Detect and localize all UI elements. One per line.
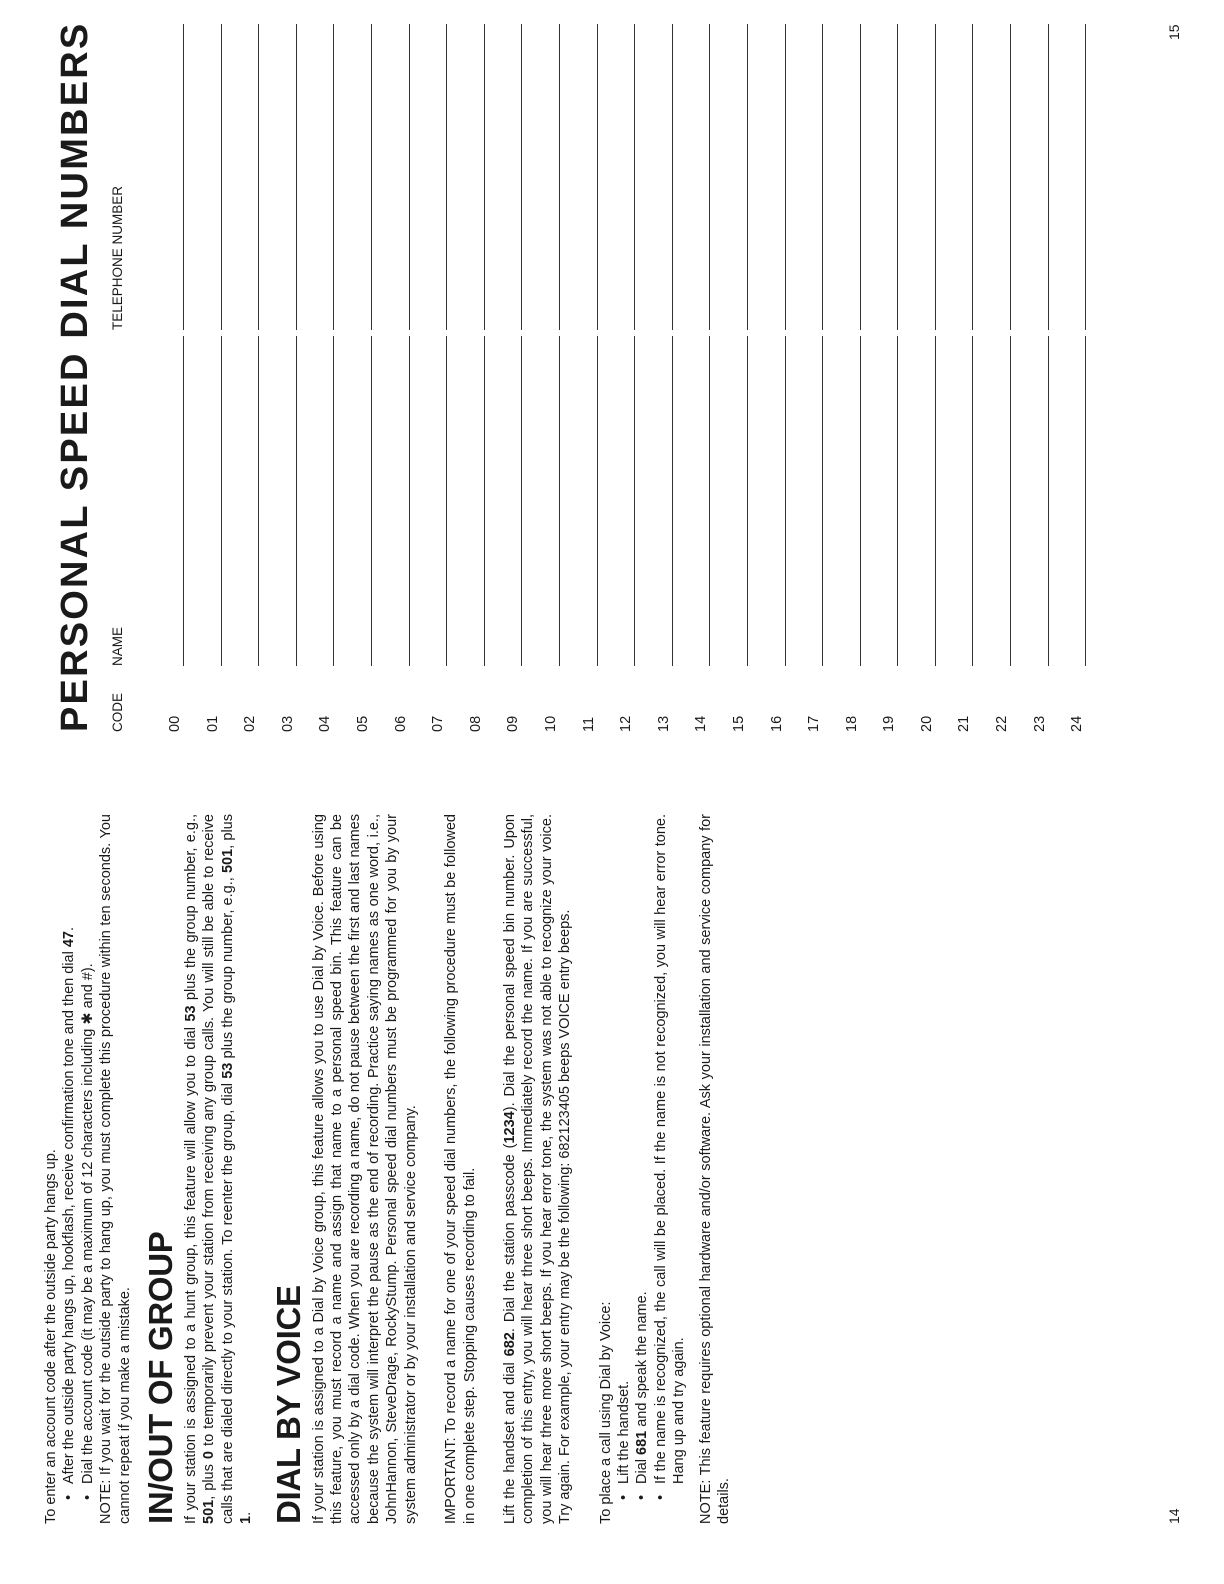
telephone-entry-line[interactable] [1010,24,1011,330]
name-entry-line[interactable] [822,336,823,666]
speed-dial-row [431,32,469,732]
bullet-item [615,814,633,1498]
speed-dial-row [356,32,394,732]
speed-dial-table [168,32,1108,732]
speed-dial-row [1033,32,1071,732]
speed-dial-code: 16 [768,715,785,732]
telephone-entry-line[interactable] [371,24,372,330]
dial-by-voice-intro: If your station is assigned to a Dial by Voice group, this feature allows you to use Dial by Voice. Before using this feature, you must record a name and assign that name to a personal speed bin. This feature can be accessed only by a dial code. When you are recording a name, do not pause between the first and last names because the system will interpret the pause as the end of recording. Practice saying names as one word, i.e., JohnHannon, SteveDrage, RockyStump. Personal speed dial numbers must be programmed for you by your system administrator or by your installation and service company. [310,814,419,1524]
telephone-entry-line[interactable] [296,24,297,330]
speed-dial-code: 01 [204,715,221,732]
telephone-entry-line[interactable] [333,24,334,330]
telephone-entry-line[interactable] [972,24,973,330]
name-entry-line[interactable] [183,336,184,666]
bold-dial-code: 1234 [501,1111,518,1144]
bullet-item [633,814,651,1498]
speed-dial-code: 19 [881,715,898,732]
name-entry-line[interactable] [972,336,973,666]
text-run: If your station is assigned to a hunt group, this feature will allow you to dial [183,1021,200,1524]
speed-dial-code: 22 [994,715,1011,732]
telephone-entry-line[interactable] [221,24,222,330]
telephone-entry-line[interactable] [822,24,823,330]
telephone-entry-line[interactable] [446,24,447,330]
speed-dial-code: 04 [317,715,334,732]
speed-dial-row [657,32,695,732]
telephone-entry-line[interactable] [1085,24,1086,330]
speed-dial-row [732,32,770,732]
bold-dial-code: 47 [61,931,78,948]
name-entry-line[interactable] [446,336,447,666]
telephone-entry-line[interactable] [597,24,598,330]
column-header-name: NAME [110,626,125,666]
telephone-entry-line[interactable] [634,24,635,330]
name-entry-line[interactable] [672,336,673,666]
telephone-entry-line[interactable] [1048,24,1049,330]
bullet-text: ✱ and #). [79,963,96,1025]
name-entry-line[interactable] [296,336,297,666]
text-run: Lift the handset and dial [501,1356,518,1524]
telephone-entry-line[interactable] [709,24,710,330]
speed-dial-row [544,32,582,732]
place-call-intro: To place a call using Dial by Voice: [597,1301,614,1524]
bold-dial-code: 501 [201,1499,218,1524]
text-run: , plus [219,814,236,849]
speed-dial-code: 24 [1069,715,1086,732]
page-number-left: 14 [1166,1508,1182,1524]
text-run: to temporarily prevent your station from receiving any group calls. You will still be able to receive calls that are dialed directly to your station. To reenter the group, dial [201,814,236,1524]
name-entry-line[interactable] [333,336,334,666]
account-code-intro: To enter an account code after the outside party hangs up. [43,1149,59,1524]
telephone-entry-line[interactable] [258,24,259,330]
telephone-entry-line[interactable] [672,24,673,330]
speed-dial-row [920,32,958,732]
name-entry-line[interactable] [897,336,898,666]
name-entry-line[interactable] [935,336,936,666]
telephone-entry-line[interactable] [484,24,485,330]
column-header-code: CODE [110,692,125,732]
text-run: ). Dial the personal speed bin number. Upon completion of this entry, you will hear three short beeps. Immediately record the name. If you are successful, you will hear three more short beeps. If you hear error tone, the system was not able to recognize your voice. Try again. For example, your entry may be the following: 682123405 beeps VOICE entry beeps. [501,814,574,1524]
speed-dial-code: 07 [430,715,447,732]
bullet-text: and speak the name. [634,1291,651,1431]
text-run: plus the group number, e.g., [183,814,200,1006]
name-entry-line[interactable] [371,336,372,666]
column-headers [110,82,130,732]
bold-dial-code: 0 [201,1451,218,1460]
name-entry-line[interactable] [521,336,522,666]
telephone-entry-line[interactable] [521,24,522,330]
bullet-text: Lift the handset. [615,1380,632,1484]
bold-dial-code: 501 [219,848,236,874]
speed-dial-row [1070,32,1108,732]
speed-dial-code: 06 [392,715,409,732]
heading-dial-by-voice: DIAL BY VOICE [269,1285,307,1524]
bold-dial-code: 681 [634,1430,651,1455]
telephone-entry-line[interactable] [935,24,936,330]
speed-dial-row [394,32,432,732]
telephone-entry-line[interactable] [747,24,748,330]
speed-dial-code: 09 [505,715,522,732]
speed-dial-code: 21 [956,715,973,732]
note-hang-up: NOTE: If you wait for the outside party to hang up, you must complete this procedure within ten seconds. You cannot repeat if you make a mistake. [98,814,133,1524]
speed-dial-code: 18 [843,715,860,732]
bullet-text: Dial [634,1454,651,1484]
name-entry-line[interactable] [860,336,861,666]
speed-dial-row [845,32,883,732]
speed-dial-row [506,32,544,732]
name-entry-line[interactable] [747,336,748,666]
text-run: . [238,1511,255,1516]
left-page-content [42,814,733,1524]
bullet-text: After the outside party hangs up, hookflash, receive confirmation tone and then dial [61,947,78,1484]
speed-dial-row [619,32,657,732]
text-run: plus the group number, e.g., [219,873,236,1063]
telephone-entry-line[interactable] [409,24,410,330]
place-call-steps [615,814,689,1524]
speed-dial-code: 13 [655,715,672,732]
name-entry-line[interactable] [258,336,259,666]
name-entry-line[interactable] [709,336,710,666]
bold-dial-code: 1 [238,1515,255,1524]
bullet-text: If the name is recognized, the call will be placed. If the name is not recognized, you will hear error tone. Hang up and try again. [652,814,688,1484]
note-optional-hardware: NOTE: This feature requires optional hardware and/or software. Ask your installation and service company for details. [697,814,732,1524]
speed-dial-row [957,32,995,732]
speed-dial-row [694,32,732,732]
page-left [0,792,1224,1584]
name-entry-line[interactable] [1010,336,1011,666]
speed-dial-code: 17 [806,715,823,732]
name-entry-line[interactable] [1085,336,1086,666]
telephone-entry-line[interactable] [785,24,786,330]
bold-dial-code: 682 [501,1332,518,1357]
speed-dial-code: 14 [693,715,710,732]
speed-dial-code: 05 [354,715,371,732]
speed-dial-code: 12 [618,715,635,732]
name-entry-line[interactable] [409,336,410,666]
speed-dial-code: 10 [542,715,559,732]
bullet-item [652,814,689,1498]
bullet-item [79,814,97,1498]
bold-dial-code: 53 [219,1062,236,1079]
bullet-text: . [61,926,78,932]
speed-dial-code: 23 [1031,715,1048,732]
account-code-steps [60,814,97,1524]
speed-dial-row [318,32,356,732]
speed-dial-row [243,32,281,732]
telephone-entry-line[interactable] [897,24,898,330]
page-title: PERSONAL SPEED DIAL NUMBERS [54,21,96,732]
speed-dial-row [469,32,507,732]
page-number-right: 15 [1166,24,1182,40]
column-header-telephone: TELEPHONE NUMBER [110,185,125,330]
speed-dial-row [995,32,1033,732]
name-entry-line[interactable] [1048,336,1049,666]
important-note: IMPORTANT: To record a name for one of your speed dial numbers, the following procedure must be followed in one complete step. Stopping causes recording to fail. [443,814,478,1524]
name-entry-line[interactable] [484,336,485,666]
heading-in-out-of-group: IN/OUT OF GROUP [142,1231,180,1524]
in-out-of-group-text [182,814,256,1524]
speed-dial-code: 11 [580,716,597,732]
speed-dial-code: 00 [167,715,183,732]
speed-dial-row [770,32,808,732]
bold-dial-code: 53 [183,1005,200,1022]
record-name-instructions [501,814,575,1524]
speed-dial-row [807,32,845,732]
text-run: , plus [201,1459,218,1500]
name-entry-line[interactable] [634,336,635,666]
telephone-entry-line[interactable] [559,24,560,330]
bullet-text: Dial the account code (it may be a maximum of 12 characters including [79,1024,96,1484]
speed-dial-row [281,32,319,732]
speed-dial-row [882,32,920,732]
speed-dial-code: 15 [730,715,747,732]
speed-dial-row [582,32,620,732]
bullet-item [60,814,78,1498]
speed-dial-code: 03 [279,715,296,732]
telephone-entry-line[interactable] [183,24,184,330]
name-entry-line[interactable] [597,336,598,666]
telephone-entry-line[interactable] [860,24,861,330]
name-entry-line[interactable] [785,336,786,666]
speed-dial-row [206,32,244,732]
name-entry-line[interactable] [221,336,222,666]
speed-dial-code: 20 [918,715,935,732]
speed-dial-code: 02 [242,715,259,732]
text-run: . Dial the station passcode ( [501,1143,518,1333]
name-entry-line[interactable] [559,336,560,666]
speed-dial-code: 08 [467,715,484,732]
speed-dial-row [168,32,206,732]
